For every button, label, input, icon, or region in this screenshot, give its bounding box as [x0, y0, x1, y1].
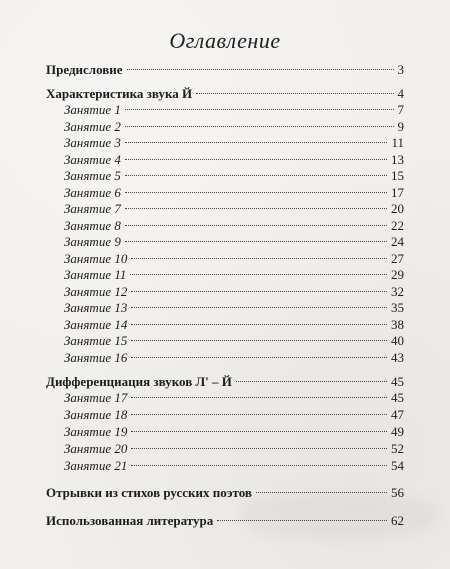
toc-entry-lesson [64, 424, 404, 440]
toc-entry-page: 32 [391, 284, 404, 299]
toc-entry-lesson [64, 300, 404, 316]
toc-entry-lesson [64, 135, 404, 151]
toc-entry-label: Занятие 18 [64, 407, 128, 422]
toc-entry-lesson [64, 218, 404, 234]
toc-entry-page: 9 [397, 119, 404, 134]
toc-entry-label: Занятие 21 [64, 458, 128, 473]
toc-entry-page: 35 [391, 300, 404, 315]
toc-entry-label: Занятие 3 [64, 135, 121, 150]
dot-leader [131, 340, 387, 341]
toc-entry-label: Занятие 20 [64, 441, 128, 456]
toc-entry-page: 40 [391, 333, 404, 348]
toc-entry-page: 4 [397, 86, 404, 101]
toc-entry-lesson [64, 201, 404, 217]
toc-entry-label: Использованная литература [46, 513, 214, 528]
toc-entry-page: 49 [391, 424, 404, 439]
toc-entry-label: Занятие 7 [64, 201, 121, 216]
dot-leader [131, 465, 387, 466]
toc-entry-label: Занятие 14 [64, 317, 128, 332]
toc-entry-label: Характеристика звука Й [46, 86, 193, 101]
toc-entry-page: 47 [391, 407, 404, 422]
toc-entry-page: 43 [391, 350, 404, 365]
toc-entry-label: Занятие 2 [64, 119, 121, 134]
dot-leader [125, 208, 387, 209]
toc-entry-label: Занятие 4 [64, 152, 121, 167]
toc-entry-label: Занятие 16 [64, 350, 128, 365]
toc-entry-page: 38 [391, 317, 404, 332]
toc-entry-page: 3 [397, 62, 404, 77]
toc-entry-lesson [64, 119, 404, 135]
toc-entry-page: 24 [391, 234, 404, 249]
toc-entry-lesson [64, 168, 404, 184]
toc-entry-label: Отрывки из стихов русских поэтов [46, 485, 252, 500]
toc-entry-label: Предисловие [46, 62, 123, 77]
toc-entry-label: Занятие 12 [64, 284, 128, 299]
toc-entry-lesson [64, 284, 404, 300]
dot-leader [131, 431, 387, 432]
dot-leader [125, 225, 387, 226]
dot-leader [125, 175, 387, 176]
toc-entry-lesson [64, 234, 404, 250]
toc-entry-lesson [64, 185, 404, 201]
toc-entry-page: 15 [391, 168, 404, 183]
dot-leader [125, 126, 394, 127]
toc-entry-label: Занятие 13 [64, 300, 128, 315]
toc-entry-page: 56 [391, 485, 404, 500]
dot-leader [236, 381, 387, 382]
toc-entry-page: 17 [391, 185, 404, 200]
toc-entry-lesson [64, 441, 404, 457]
toc-entry-label: Занятие 6 [64, 185, 121, 200]
toc-entry-label: Занятие 15 [64, 333, 128, 348]
dot-leader [131, 291, 387, 292]
toc-entry-label: Занятие 19 [64, 424, 128, 439]
toc-entry-page: 29 [391, 267, 404, 282]
toc-entry-section-differentiation [46, 374, 404, 390]
dot-leader [125, 109, 394, 110]
toc-entry-label: Занятие 11 [64, 267, 127, 282]
toc-entry-page: 62 [391, 513, 404, 528]
toc-entry-page: 7 [397, 102, 404, 117]
toc-entry-page: 27 [391, 251, 404, 266]
dot-leader [217, 520, 387, 521]
toc-entry-label: Дифференциация звуков Л' – Й [46, 374, 232, 389]
toc-entry-label: Занятие 17 [64, 390, 128, 405]
toc-entry-page: 20 [391, 201, 404, 216]
toc-entry-lesson [64, 350, 404, 366]
toc-entry-lesson [64, 251, 404, 267]
dot-leader [125, 192, 387, 193]
toc-entry-section-y [46, 86, 404, 102]
toc-entry-poems [46, 485, 404, 501]
toc-entry-lesson [64, 152, 404, 168]
toc-entry-lesson [64, 390, 404, 406]
dot-leader [131, 258, 387, 259]
toc-entry-preface [46, 62, 404, 78]
toc-entry-page: 45 [391, 390, 404, 405]
dot-leader [127, 69, 394, 70]
dot-leader [131, 357, 387, 358]
toc-entry-page: 52 [391, 441, 404, 456]
page-title: Оглавление [169, 28, 281, 53]
dot-leader [131, 324, 387, 325]
toc-entry-page: 11 [391, 135, 404, 150]
dot-leader [196, 93, 393, 94]
toc-entry-page: 22 [391, 218, 404, 233]
toc-entry-page: 13 [391, 152, 404, 167]
toc-entry-lesson [64, 267, 404, 283]
toc-entry-label: Занятие 9 [64, 234, 121, 249]
dot-leader [125, 241, 387, 242]
toc-entry-page: 54 [391, 458, 404, 473]
dot-leader [125, 142, 388, 143]
toc-entry-bibliography [46, 513, 404, 529]
toc-entry-label: Занятие 10 [64, 251, 128, 266]
toc-entry-lesson [64, 102, 404, 118]
toc-entry-lesson [64, 458, 404, 474]
dot-leader [131, 397, 387, 398]
dot-leader [131, 414, 387, 415]
dot-leader [125, 159, 387, 160]
dot-leader [131, 448, 387, 449]
toc-entry-label: Занятие 5 [64, 168, 121, 183]
toc-entry-lesson [64, 407, 404, 423]
toc-entry-page: 45 [391, 374, 404, 389]
dot-leader [130, 274, 387, 275]
dot-leader [131, 307, 387, 308]
toc-entry-label: Занятие 8 [64, 218, 121, 233]
toc-entry-lesson [64, 317, 404, 333]
toc-entry-label: Занятие 1 [64, 102, 121, 117]
toc-entry-lesson [64, 333, 404, 349]
dot-leader [256, 492, 387, 493]
